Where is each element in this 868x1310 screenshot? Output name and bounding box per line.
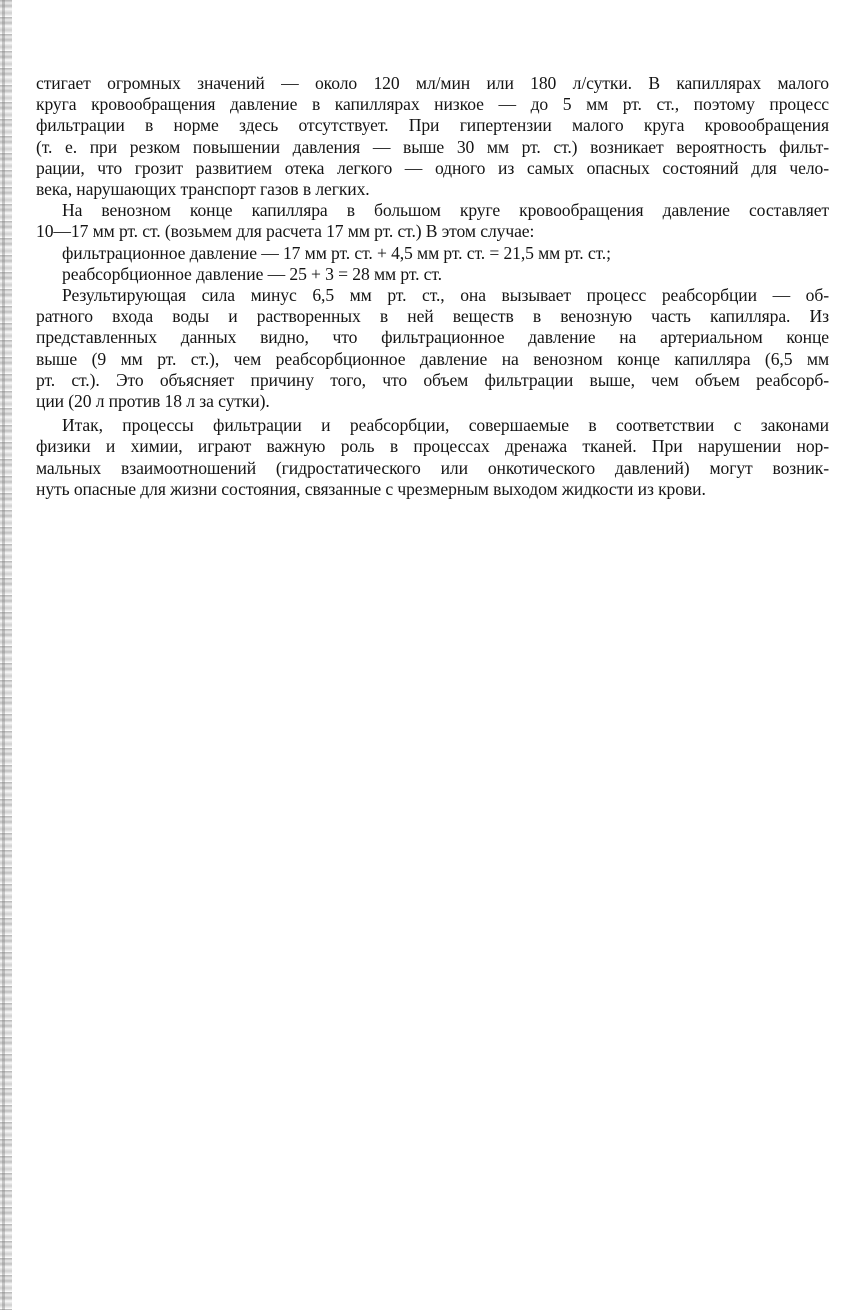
- filtration-pressure-formula: фильтрационное давление — 17 мм рт. ст. + 4,5 мм рт. ст. = 21,5 мм рт. ст.;: [62, 242, 611, 263]
- text-line: физики и химии, играют важную роль в процессах дренажа тканей. При нарушении нор-: [36, 436, 829, 457]
- text-line: выше (9 мм рт. ст.), чем реабсорбционное давление на венозном конце капилляра (6,5 мм: [36, 348, 829, 369]
- reabsorption-pressure-formula: реабсорбционное давление — 25 + 3 = 28 мм рт. ст.: [62, 263, 442, 284]
- text-line: нуть опасные для жизни состояния, связанные с чрезмерным выходом жидкости из крови.: [36, 478, 706, 499]
- text-line: круга кровообращения давление в капиллярах низкое — до 5 мм рт. ст., поэтому процесс: [36, 94, 829, 115]
- text-line: На венозном конце капилляра в большом круге кровообращения давление составляет: [62, 200, 829, 221]
- text-line: мальных взаимоотношений (гидростатического или онкотического давлений) могут возник-: [36, 457, 829, 478]
- text-line: рт. ст.). Это объясняет причину того, что объем фильтрации выше, чем объем реабсорб-: [36, 369, 829, 390]
- paragraph-3: [36, 285, 829, 412]
- text-line: представленных данных видно, что фильтрационное давление на артериальном конце: [36, 327, 829, 348]
- text-line: 10—17 мм рт. ст. (возьмем для расчета 17 мм рт. ст.) В этом случае:: [36, 221, 535, 242]
- text-line: ратного входа воды и растворенных в ней веществ в венозную часть капилляра. Из: [36, 306, 829, 327]
- document-text: [36, 73, 829, 500]
- paragraph-1: [36, 73, 829, 200]
- text-line: Результирующая сила минус 6,5 мм рт. ст., она вызывает процесс реабсорбции — об-: [62, 285, 829, 306]
- scan-edge-artifact: [0, 0, 12, 1310]
- formula-block: [36, 243, 829, 285]
- text-line: рации, что грозит развитием отека легкого — одного из самых опасных состояний для чело-: [36, 157, 829, 178]
- text-line: Итак, процессы фильтрации и реабсорбции, совершаемые в соответствии с законами: [62, 415, 829, 436]
- paragraph-4: [36, 415, 829, 500]
- paragraph-2: [36, 200, 829, 242]
- text-line: (т. е. при резком повышении давления — выше 30 мм рт. ст.) возникает вероятность фильт-: [36, 136, 829, 157]
- text-line: ции (20 л против 18 л за сутки).: [36, 391, 270, 412]
- text-line: века, нарушающих транспорт газов в легких.: [36, 179, 370, 200]
- text-line: фильтрации в норме здесь отсутствует. При гипертензии малого круга кровообращения: [36, 115, 829, 136]
- text-line: стигает огромных значений — около 120 мл/мин или 180 л/сутки. В капиллярах малого: [36, 73, 829, 93]
